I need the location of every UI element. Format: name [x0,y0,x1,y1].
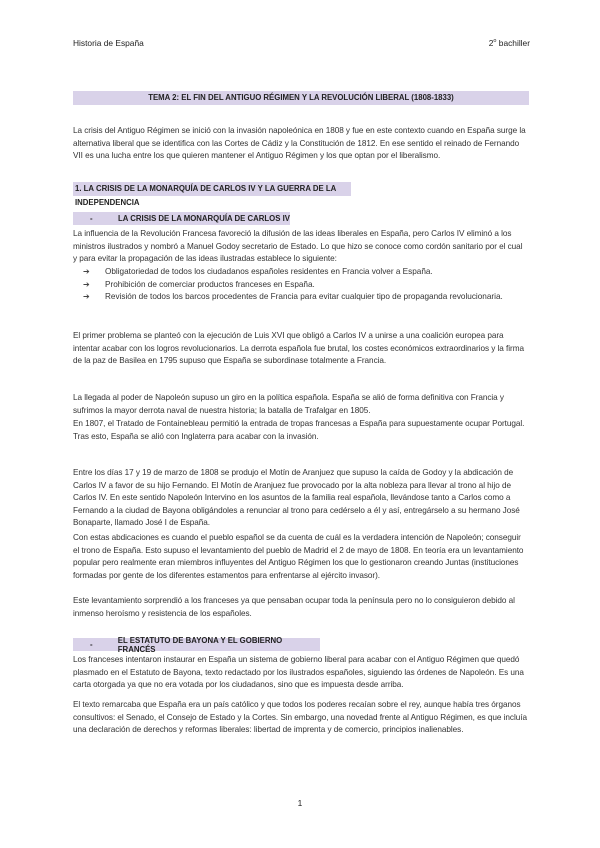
subsection-title: EL ESTATUTO DE BAYONA Y EL GOBIERNO FRANCÉS [117,635,283,654]
arrow-icon: ➔ [83,267,90,276]
header-course-text: bachiller [496,38,530,48]
paragraph-texto: El texto remarcaba que España era un país católico y que todos los poderes recaían sobre el rey, aunque había tres órganos consultivos: el Senado, el Consejo de Estado y la Cortes. Sin embargo, una novedad frente al Antiguo Régimen, es que incluía una declaración de derechos y reformas liberales: libertad de imprenta y de comercio, principios inalienables. [73,700,527,735]
list-item-text: Revisión de todos los barcos procedentes de Francia para evitar cualquier tipo de propaganda revolucionaria. [105,292,503,302]
subsection-heading-crisis [73,212,290,225]
paragraph-napoleon: La llegada al poder de Napoleón supuso un giro en la política española. España se alió de forma definitiva con Francia y sufrimos la mayor derrota naval de nuestra historia; la batalla de Trafalgar en 1805. [73,393,504,415]
arrow-icon: ➔ [83,279,90,289]
paragraph-fontainebleau: En 1807, el Tratado de Fontainebleau permitió la entrada de tropas francesas a España para supuestamente ocupar Portugal. Tras esto, España se alió con Inglaterra para acabar con la invasión. [73,419,525,441]
bullet-list [73,266,528,304]
header-subject: Historia de España [73,38,144,48]
list-item [73,291,528,304]
header-course-ordinal: o [493,38,497,45]
section-heading-1: 1. LA CRISIS DE LA MONARQUÍA DE CARLOS IV Y LA GUERRA DE LA INDEPENDENCIA [73,182,351,196]
paragraph-estatuto: Los franceses intentaron instaurar en España un sistema de gobierno liberal para acabar con el Antiguo Régimen que quedó plasmado en el Estatuto de Bayona, texto redactado por los ilustrados españoles, siguiendo las órdenes de Napoleón. Es una carta otorgada ya que no era votada por los ciudadanos, sino que es impuesta desde arriba. [73,655,524,690]
paragraph-levantamiento: Este levantamiento sorprendió a los franceses ya que pensaban ocupar toda la península pero no lo consiguieron debido al inmenso heroísmo y resistencia de los españoles. [73,596,515,618]
paragraph-influencia: La influencia de la Revolución Francesa favoreció la difusión de las ideas liberales en España, pero Carlos IV eliminó a los ministros ilustrados y nombró a Manuel Godoy secretario de Estado. Lo que hizo se conoce como cordón sanitario por el cual y para evitar la propagación de las ideas ilustradas establece lo siguiente: [73,229,523,264]
list-item [73,266,528,279]
arrow-icon: ➔ [83,292,90,302]
paragraph-abdicaciones: Con estas abdicaciones es cuando el pueblo español se da cuenta de cuál es la verdadera intención de Napoleón; conseguir el trono de España. Esto supuso el levantamiento del pueblo de Madrid el 2 de mayo de 1808. En teoría era un levantamiento popular pero realmente eran miembros influyentes del Antiguo Régimen los que lo gestionaron creando Juntas (instituciones formadas por gente de los diferentes estamentos para enfrentarse al ejército invasor). [73,533,524,580]
subsection-heading-estatuto [73,635,320,654]
header-course-number: 2 [488,38,494,48]
subsection-dash: - [90,214,93,223]
paragraph-aranjuez: Entre los días 17 y 19 de marzo de 1808 se produjo el Motín de Aranjuez que supuso la caída de Godoy y la abdicación de Carlos IV a favor de su hijo Fernando. El Motín de Aranjuez fue provocado por la alta nobleza para llevar al trono al hijo de Carlos IV. En este sentido Napoleón Intervino en los asuntos de la familia real española, llevándose tanto a Carlos como a Fernando a la ciudad de Bayona obligándoles a renunciar al trono para cedérselo a él y así, entregárselo a su hermano José Bonaparte, llamado José I de España. [73,468,520,528]
list-item-text: Obligatoriedad de todos los ciudadanos españoles residentes en Francia volver a España. [105,267,433,276]
page-number: 1 [297,798,303,808]
document-title: TEMA 2: EL FIN DEL ANTIGUO RÉGIMEN Y LA REVOLUCIÓN LIBERAL (1808-1833) [73,91,529,105]
paragraph-luis-xvi: El primer problema se planteó con la ejecución de Luis XVI que obligó a Carlos IV a unirse a una coalición europea para intentar acabar con los logros revolucionarios. La derrota española fue brutal, los costes económicos extraordinarios y la firma de la paz de Basilea en 1795 supuso que España se subordinase totalmente a Francia. [73,331,524,366]
subsection-dash: - [90,640,93,649]
subsection-title: LA CRISIS DE LA MONARQUÍA DE CARLOS IV [118,214,290,223]
list-item-text: Prohibición de comerciar productos franceses en España. [105,279,315,289]
header-course [489,38,530,48]
list-item [73,279,528,292]
intro-paragraph: La crisis del Antiguo Régimen se inició con la invasión napoleónica en 1808 y fue en este contexto cuando en España surge la alternativa liberal que se identifica con las Cortes de Cádiz y la Constitución de 1812. En ese sentido el reinado de Fernando VII es una lucha entre los que quieren mantener el Antiguo Régimen y los que optan por el liberalismo. [73,126,526,161]
